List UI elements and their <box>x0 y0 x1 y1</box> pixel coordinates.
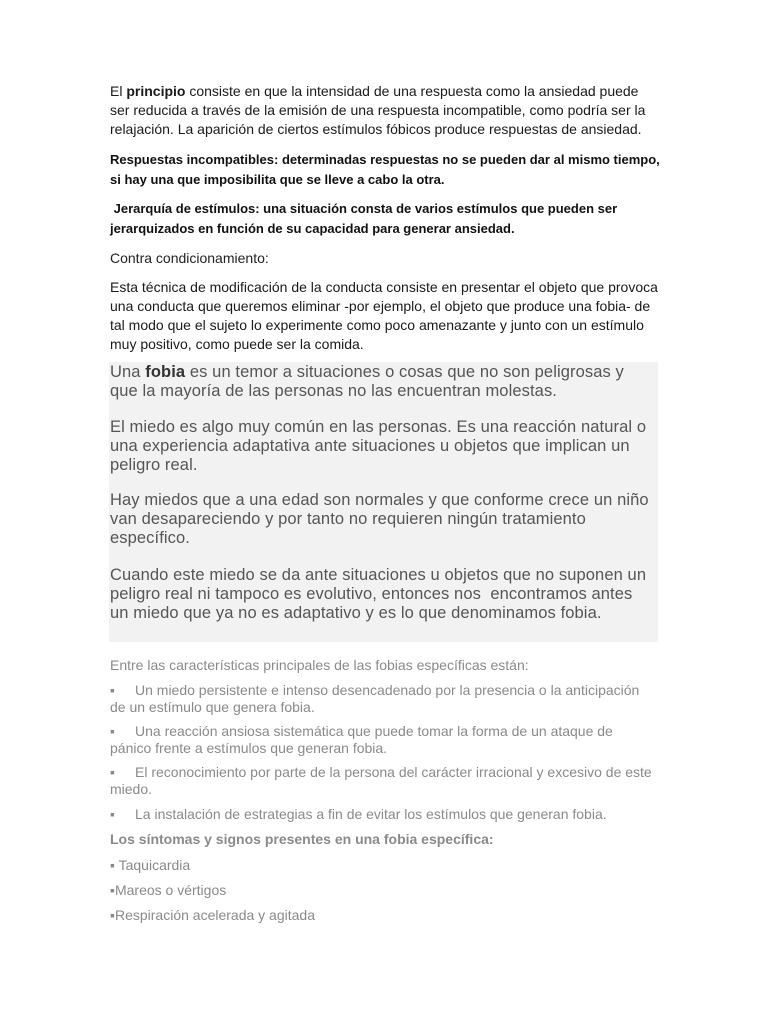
bullet-icon: ▪ <box>110 764 115 780</box>
list-item <box>110 806 655 823</box>
characteristics-intro: Entre las características principales de las fobias específicas están: <box>110 657 529 673</box>
phobia-condition-paragraph: Cuando este miedo se da ante situaciones u objetos que no suponen un peligro real ni tampoco es evolutivo, entonces nos encontramos antes un miedo que ya no es adaptativo y es lo que denominamos fobia. <box>110 566 651 622</box>
symptom-item: ▪Mareos o vértigos <box>110 882 227 898</box>
list-item-text: La instalación de estrategias a fin de evitar los estímulos que generan fobia. <box>135 806 607 822</box>
list-item-text: El reconocimiento por parte de la persona del carácter irracional y excesivo de este miedo. <box>110 764 652 797</box>
intro-prefix: El <box>110 83 127 99</box>
intro-text: consiste en que la intensidad de una respuesta como la ansiedad puede ser reducida a través de la emisión de una respuesta incompatible, como podría ser la relajación. La aparición de ciertos estímulos fóbicos produce respuestas de ansiedad. <box>110 83 646 137</box>
list-item-text: Una reacción ansiosa sistemática que puede tomar la forma de un ataque de pánico frente a estímulos que generan fobia. <box>110 723 613 756</box>
list-item <box>110 723 655 757</box>
stimulus-hierarchy-paragraph: Jerarquía de estímulos: una situación consta de varios estímulos que pueden ser jerarquizados en función de su capacidad para generar ansiedad. <box>110 201 621 236</box>
bullet-icon: ▪ <box>110 806 115 822</box>
technique-paragraph: Esta técnica de modificación de la conducta consiste en presentar el objeto que provoca una conducta que queremos eliminar -por ejemplo, el objeto que produce una fobia- de tal modo que el sujeto lo experimente como poco amenazante y junto con un estímulo muy positivo, como puede ser la comida. <box>110 279 658 352</box>
bullet-icon: ▪ <box>110 682 115 698</box>
incompatible-responses-paragraph: Respuestas incompatibles: determinadas respuestas no se pueden dar al mismo tiempo, si hay una que imposibilita que se lleve a cabo la otra. <box>110 152 660 187</box>
list-item <box>110 682 655 716</box>
intro-bold-word: principio <box>126 83 186 99</box>
bullet-icon: ▪ <box>110 723 115 739</box>
phobia-definition-paragraph <box>110 363 655 401</box>
phobia-def-prefix: Una <box>110 363 146 381</box>
list-item-text: Un miedo persistente e intenso desencadenado por la presencia o la anticipación de un estímulo que genera fobia. <box>110 682 640 715</box>
normal-fears-paragraph: Hay miedos que a una edad son normales y que conforme crece un niño van desapareciendo y por tanto no requieren ningún tratamiento específico. <box>110 491 649 547</box>
symptoms-heading: Los síntomas y signos presentes en una fobia específica: <box>110 831 494 847</box>
symptom-item: ▪Respiración acelerada y agitada <box>110 907 315 923</box>
intro-paragraph <box>110 82 660 139</box>
phobia-def-bold: fobia <box>145 363 186 381</box>
counterconditioning-heading: Contra condicionamiento: <box>110 250 269 266</box>
list-item <box>110 764 655 798</box>
phobia-def-text: es un temor a situaciones o cosas que no son peligrosas y que la mayoría de las personas no las encuentran molestas. <box>110 363 624 400</box>
fear-common-paragraph: El miedo es algo muy común en las personas. Es una reacción natural o una experiencia adaptativa ante situaciones u objetos que implican un peligro real. <box>110 418 647 474</box>
symptom-item: ▪ Taquicardia <box>110 857 191 873</box>
